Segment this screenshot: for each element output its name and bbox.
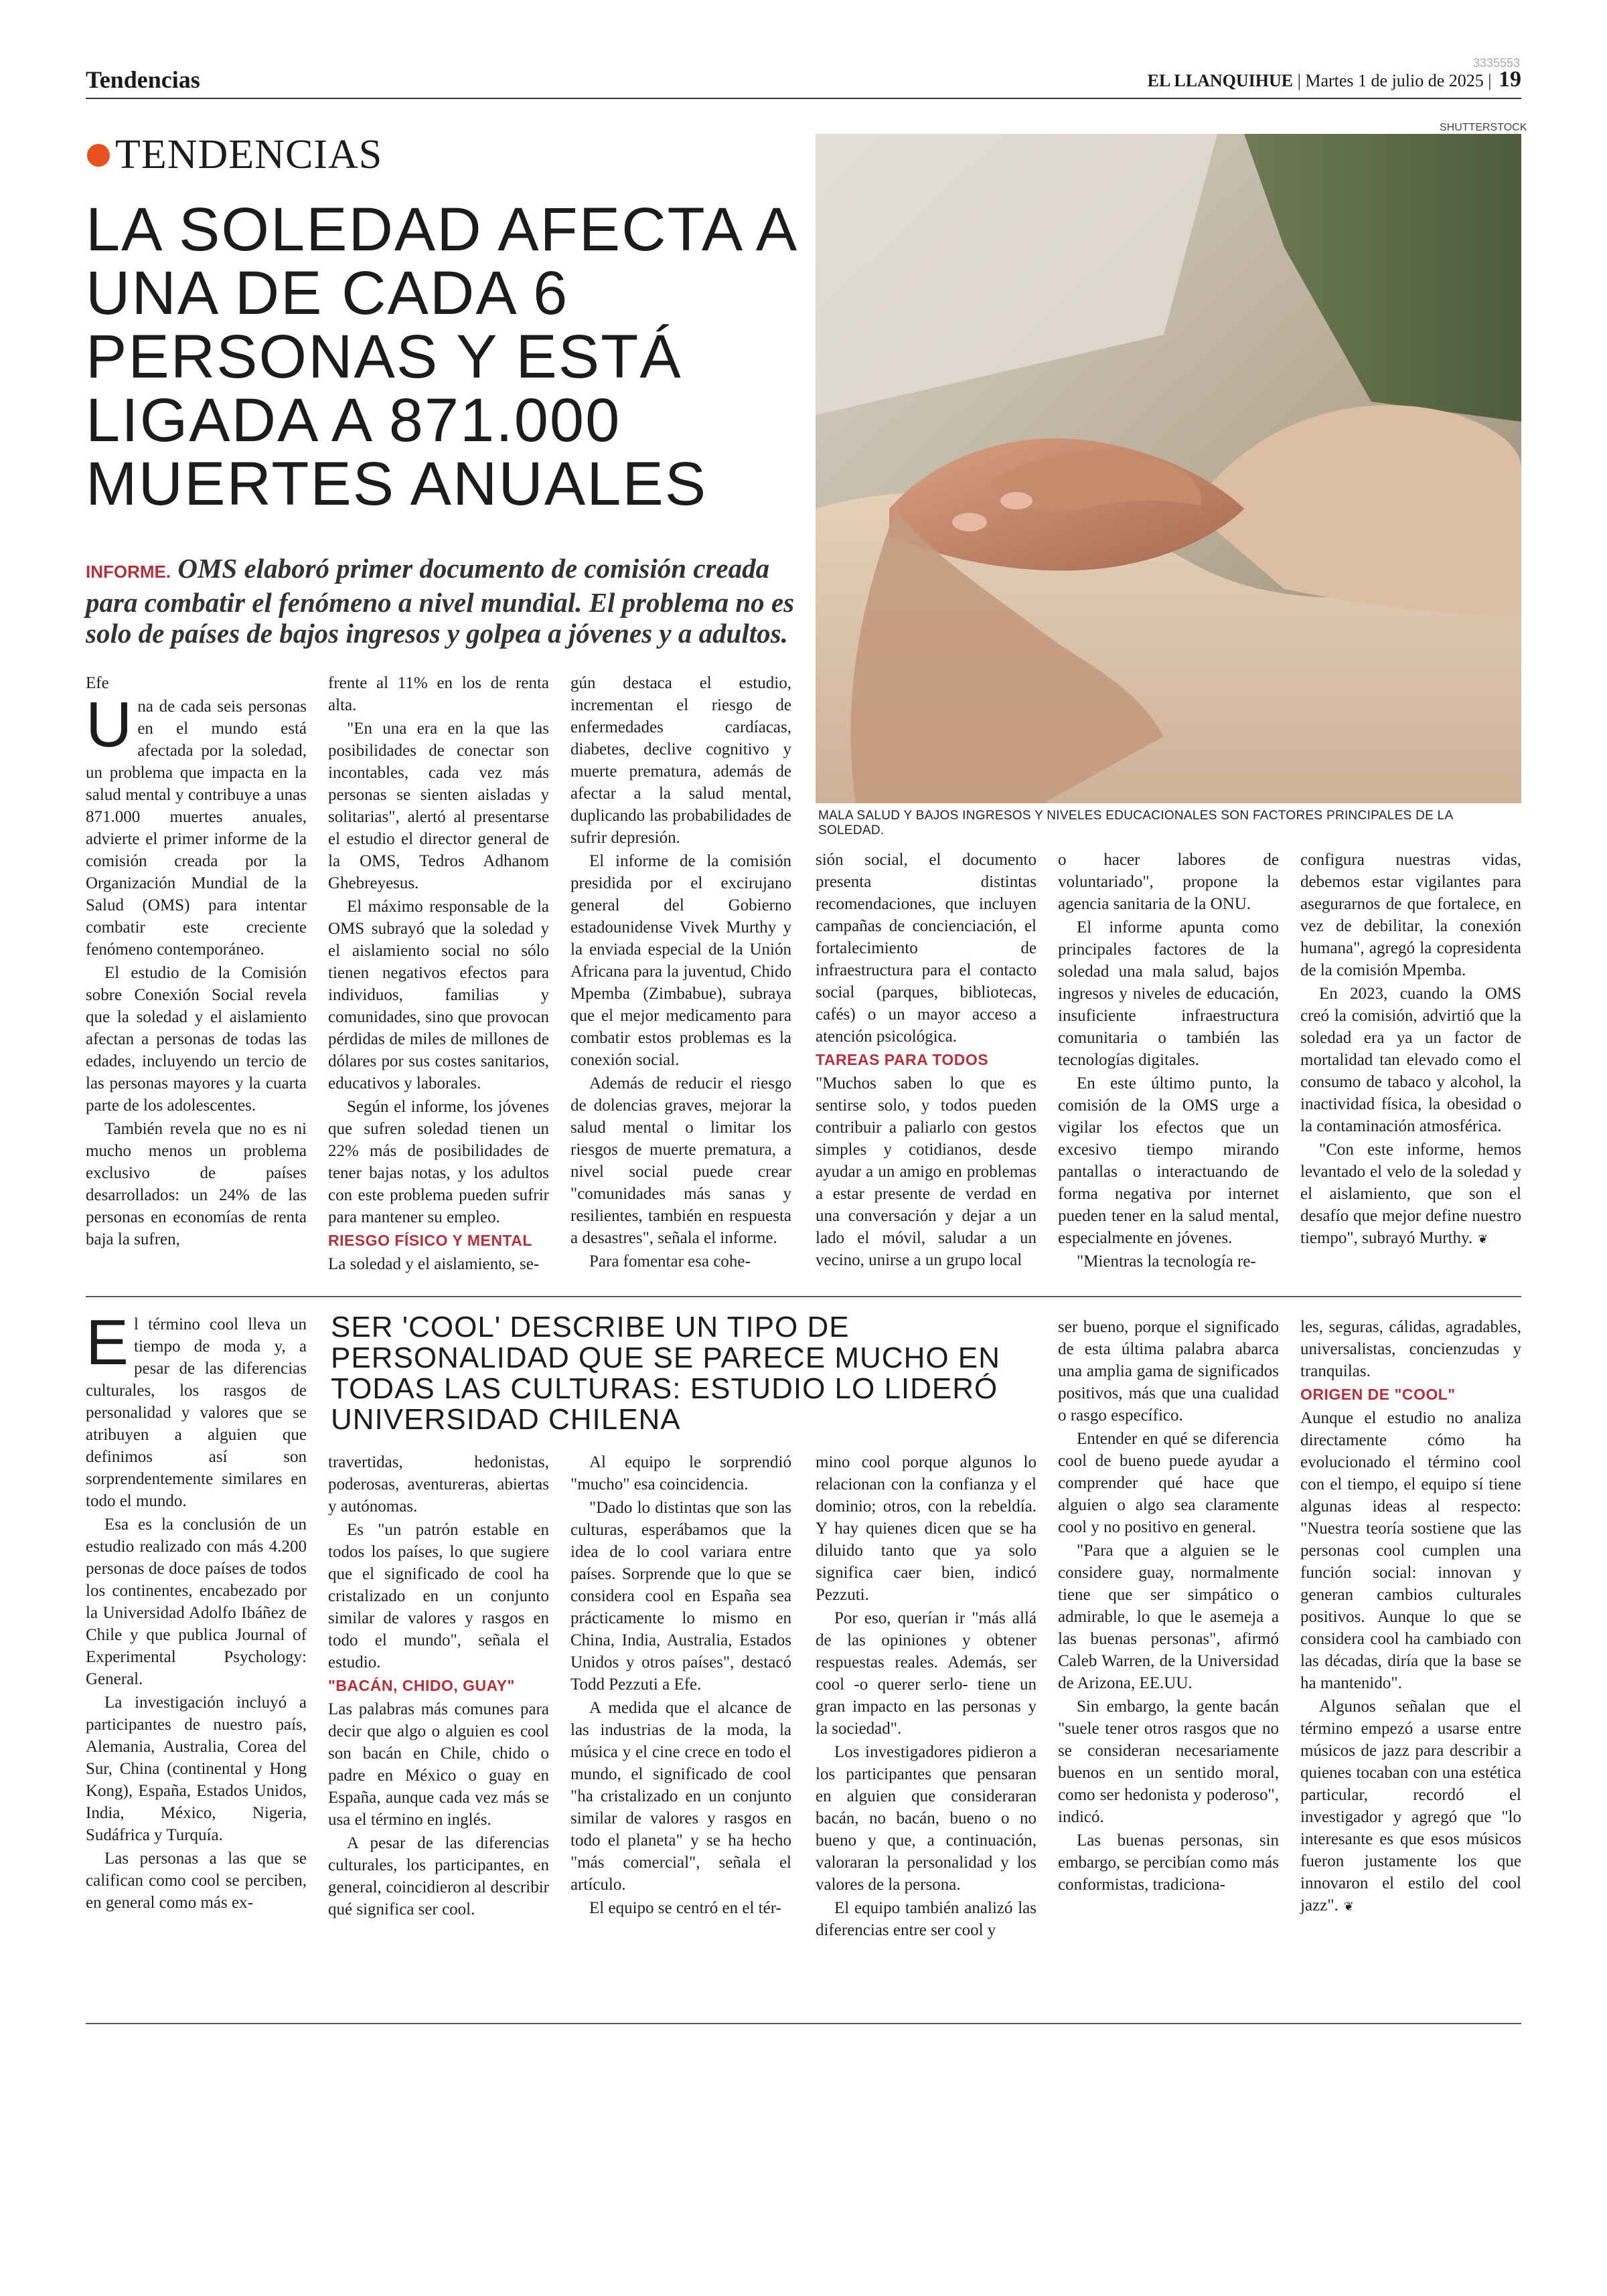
section-label: [87, 131, 382, 179]
article1-col5-p2: El informe apunta como principales factores de la soledad una mala salud, bajos ingresos y niveles de educación, insuficiente infraestructura comunitaria o también las tecnologías digitales.: [1058, 918, 1279, 1069]
section-label-text: TENDENCIAS: [115, 132, 383, 177]
article2-col3-p3: A medida que el alcance de las industrias de la moda, la música y el cine crece en todo el mundo, el significado de cool "ha cristalizado en un conjunto similar de valores y rasgos en todo el planeta" y se ha hecho "más comercial", señala el artículo.: [570, 1699, 791, 1894]
article1-col5-p1: o hacer labores de voluntariado", propone la agencia sanitaria de la ONU.: [1058, 851, 1279, 913]
photo-credit: SHUTTERSTOCK: [1440, 122, 1527, 133]
watermark: 3335553: [1472, 56, 1520, 70]
article2-col5-p5: Las buenas personas, sin embargo, se percibían como más conformistas, tradiciona-: [1058, 1831, 1279, 1894]
article1-col1-p3: También revela que no es ni mucho menos un problema exclusivo de países desarrollados: un 24% de las personas en economías de renta baja la sufren,: [86, 1120, 307, 1248]
article2-col6-p1: les, seguras, cálidas, agradables, universalistas, concienzudas y tranquilas.: [1300, 1318, 1521, 1380]
article2-col3-p1: Al equipo le sorprendió "mucho" esa coincidencia.: [570, 1453, 791, 1493]
article1-column-6: [1300, 849, 1521, 1252]
article1-column-4: [816, 849, 1037, 1273]
article2-col1-p4: Las personas a las que se califican como cool se perciben, en general como más ex-: [86, 1850, 307, 1912]
headline-2: SER 'COOL' DESCRIBE UN TIPO DE PERSONALIDAD QUE SE PARECE MUCHO EN TODAS LAS CULTURAS: ESTUDIO LO LIDERÓ UNIVERSIDAD CHILENA: [331, 1311, 1000, 1436]
headline: LA SOLEDAD AFECTA A UNA DE CADA 6 PERSONAS Y ESTÁ LIGADA A 871.000 MUERTES ANUALES: [86, 195, 795, 518]
article2-col2-p4: A pesar de las diferencias culturales, los participantes, en general, coincidieron al describir qué significa ser cool.: [328, 1834, 549, 1918]
article2-col4-p1: mino cool porque algunos lo relacionan con la confianza y el dominio; otros, con la rebeldía. Y hay quienes dicen que se ha diluido tanto que ya solo significa caer bien, indicó Pezzuti.: [816, 1453, 1037, 1604]
article2-col2-p1: travertidas, hedonistas, poderosas, aventureras, abiertas y autónomas.: [328, 1453, 549, 1515]
deck-text: OMS elaboró primer documento de comisión creada para combatir el fenómeno a nivel mundial. El problema no es solo de países de bajos ingresos y golpea a jóvenes y a adultos.: [86, 553, 795, 649]
article1-col2-p2: "En una era en la que las posibilidades de conectar son incontables, cada vez más personas se sienten aisladas y solitarias", alertó al presentarse el estudio el director general de la OMS, Tedros Adhanom Ghebreyesus.: [328, 720, 549, 892]
article2-column-3: [570, 1451, 791, 1920]
article2-col1-p3: La investigación incluyó a participantes de nuestro país, Alemania, Australia, Corea del Sur, China (continental y Hong Kong), España, Estados Unidos, India, México, Nigeria, Sudáfrica y Turquía.: [86, 1694, 307, 1844]
article2-col4-p4: El equipo también analizó las diferencias entre ser cool y: [816, 1899, 1037, 1939]
article2-col5-p2: Entender en qué se diferencia cool de bueno puede ayudar a comprender qué hace que alguien o algo sea claramente cool y no positivo en general.: [1058, 1430, 1279, 1536]
article2-col5-p1: ser bueno, porque el significado de esta última palabra abarca una amplia gama de significados positivos, más que una cualidad o rasgo específico.: [1058, 1318, 1279, 1424]
page-number: 19: [1499, 67, 1521, 92]
end-mark-icon-2: ❦: [1343, 1900, 1354, 1914]
article1-col4-p1: sión social, el documento presenta distintas recomendaciones, que incluyen campañas de concienciación, el fortalecimiento de infraestructura para el contacto social (parques, bibliotecas, cafés) o un mayor acceso a atención psicológica.: [816, 851, 1037, 1046]
article2-column-2: [328, 1451, 549, 1922]
subhead-bacan: "BACÁN, CHIDO, GUAY": [328, 1677, 515, 1694]
end-mark-icon: ❦: [1478, 1232, 1488, 1246]
byline: Efe: [86, 674, 109, 692]
subhead-origen: ORIGEN DE "COOL": [1300, 1386, 1456, 1403]
page-header-info: EL LLANQUIHUE | Martes 1 de julio de 2025 | 19: [1147, 67, 1521, 92]
subhead-riesgo: RIESGO FÍSICO Y MENTAL: [328, 1232, 532, 1249]
hands-photo: [816, 134, 1521, 803]
article2-col1-p1-text: l término cool lleva un tiempo de moda y, a pesar de las diferencias culturales, los rasgos de personalidad y valores que se atribuyen a alguien que definimos así son sorprendentemente similares en todo el mundo.: [86, 1315, 307, 1510]
section-name: Tendencias: [86, 66, 200, 93]
article2-col2-p2: Es "un patrón estable en todos los países, lo que sugiere que el significado de cool ha cristalizado en un conjunto similar de valores y rasgos en todo el mundo", señala el estudio.: [328, 1521, 549, 1671]
article2-col1-p1: [86, 1307, 307, 1512]
section-dot-icon: [87, 144, 110, 167]
article2-col4-p2: Por eso, querían ir "más allá de las opiniones y obtener respuestas reales. Además, ser cool -o querer serlo- tiene un gran impacto en las personas y la sociedad".: [816, 1609, 1037, 1738]
article1-col1-p1: [86, 689, 307, 961]
article1-column-2: [328, 672, 549, 1277]
article2-col4-p3: Los investigadores pidieron a los participantes que pensaran en alguien que consideraran bacán, no bacán, bueno o no bueno y que, a continuación, valoraran la personalidad y los valores de la persona.: [816, 1743, 1037, 1894]
article1-col1-p2: El estudio de la Comisión sobre Conexión Social revela que la soledad y el aislamiento afectan a personas de todas las edades, incluyendo un tercio de las personas mayores y la cuarta parte de los adolescentes.: [86, 964, 307, 1115]
article2-col6-p3: [1300, 1696, 1521, 1918]
article1-col2-p3: El máximo responsable de la OMS subrayó que la soledad y el aislamiento social no sólo tienen negativos efectos para individuos, familias y comunidades, sino que provocan pérdidas de miles de millones de dólares por sus costes sanitarios, educativos y laborales.: [328, 898, 549, 1092]
article1-col4-p2: "Muchos saben lo que es sentirse solo, y todos pueden contribuir a paliarlo con gestos simples y cotidianos, desde ayudar a un amigo en problemas a estar presente de verdad en una conversación y dejar a un lado el móvil, saludar a un vecino, unirse a un grupo local: [816, 1074, 1037, 1269]
article1-col3-p1: gún destaca el estudio, incrementan el riesgo de enfermedades cardíacas, diabetes, declive cognitivo y muerte prematura, además de afectar a la salud mental, duplicando las probabilidades de sufrir depresión.: [570, 674, 791, 847]
article2-column-5: [1058, 1316, 1279, 1897]
issue-date: Martes 1 de julio de 2025: [1305, 71, 1484, 90]
article1-column-1: [86, 672, 307, 1252]
article2-col5-p3: "Para que a alguien se le considere guay, normalmente tiene que ser simpático o admirable, lo que le asemeja a las buenas personas", afirmó Caleb Warren, de la Universidad de Arizona, EE.UU.: [1058, 1542, 1279, 1692]
article1-col6-p3: [1300, 1139, 1521, 1250]
article2-col6-p2: Aunque el estudio no analiza directamente cómo ha evolucionado el término cool con el tiempo, el equipo sí tiene algunas ideas al respecto: "Nuestra teoría sostiene que las personas cool cumplen una función social: innovan y generan cambios culturales positivos. Aunque lo que se considera cool ha cambiado con las décadas, diría que la base se ha mantenido".: [1300, 1409, 1521, 1692]
article1-col1-p1-text: na de cada seis personas en el mundo está afectada por la soledad, un problema que impacta en la salud mental y contribuye a unas 871.000 muertes anuales, advierte el primer informe de la comisión creada por la Organización Mundial de la Salud (OMS) para intentar combatir este creciente fenómeno contemporáneo.: [86, 698, 307, 959]
header-rule: [86, 98, 1521, 99]
article2-column-1: [86, 1307, 307, 1915]
article1-col6-p3-text: "Con este informe, hemos levantado el velo de la soledad y el aislamiento, que son el desafío que mejor define nuestro tiempo", subrayó Murthy.: [1300, 1141, 1521, 1247]
article2-col2-p3: Las palabras más comunes para decir que algo o alguien es cool son bacán en Chile, chido o padre en México o guay en España, aunque cada vez más se usa el término en inglés.: [328, 1700, 549, 1829]
article1-col5-p3: En este último punto, la comisión de la OMS urge a vigilar los efectos que un excesivo tiempo mirando pantallas o interactuando de forma negativa por internet pueden tener en la salud mental, especialmente en jóvenes.: [1058, 1074, 1279, 1247]
article1-col6-p2: En 2023, cuando la OMS creó la comisión, advirtió que la soledad era ya un factor de mortalidad tan elevado como el consumo de tabaco y alcohol, la inactividad física, la obesidad o la contaminación atmosférica.: [1300, 985, 1521, 1135]
subhead-tareas: TAREAS PARA TODOS: [816, 1051, 989, 1068]
article1-col3-p2: El informe de la comisión presidida por el excirujano general del Gobierno estadounidense Vivek Murthy y la enviada especial de la Unión Africana para la juventud, Chido Mpemba (Zimbabue), subraya que el mejor medicamento para combatir estos problemas es la conexión social.: [570, 852, 791, 1069]
article1-col3-p4: Para fomentar esa cohe-: [589, 1252, 751, 1270]
article1-col3-p3: Además de reducir el riesgo de dolencias graves, mejorar la salud mental o limitar los riesgos de muerte prematura, a nivel social puede crear "comunidades más sanas y resilientes, también en respuesta a desastres", señala el informe.: [570, 1074, 791, 1247]
article-divider: [86, 1296, 1521, 1297]
deck: [86, 553, 809, 649]
article1-col2-p1: frente al 11% en los de renta alta.: [328, 674, 549, 714]
article2-col3-p4: El equipo se centró en el tér-: [589, 1899, 781, 1917]
article1-col6-p1: configura nuestras vidas, debemos estar vigilantes para asegurarnos de que fortalece, en vez de debilitar, la conexión humana", agregó la copresidenta de la comisión Mpemba.: [1300, 851, 1521, 979]
article2-col1-p2: Esa es la conclusión de un estudio realizado con más 4.200 personas de doce países de todos los continentes, encabezado por la Universidad Adolfo Ibáñez de Chile y que publica Journal of Experimental Psychology: General.: [86, 1515, 307, 1688]
bottom-rule: [86, 2023, 1521, 2024]
article1-col5-p4: "Mientras la tecnología re-: [1077, 1252, 1256, 1270]
article2-column-6: [1300, 1316, 1521, 1919]
dropcap: U: [86, 689, 133, 760]
article2-col6-p3-text: Algunos señalan que el término empezó a usarse entre músicos de jazz para describir a quienes tocaban con una estética particular, recordó el investigador y agregó que "lo interesante es que esos músicos fueron justamente los que innovaron el estilo del cool jazz".: [1300, 1698, 1521, 1914]
article1-column-5: [1058, 849, 1279, 1274]
article2-col5-p4: Sin embargo, la gente bacán "suele tener otros rasgos que no se consideran necesariamente buenos en un sentido moral, como ser hedonista y poderoso", indicó.: [1058, 1698, 1279, 1826]
photo-caption: MALA SALUD Y BAJOS INGRESOS Y NIVELES EDUCACIONALES SON FACTORES PRINCIPALES DE LA SOLEDAD.: [818, 809, 1453, 837]
newspaper-name: EL LLANQUIHUE: [1147, 71, 1294, 90]
article2-col3-p2: "Dado lo distintas que son las culturas, esperábamos que la idea de lo cool variara entre países. Sorprende que lo que se considera cool en España sea prácticamente lo mismo en China, India, Australia, Estados Unidos y otros países", destacó Todd Pezzuti a Efe.: [570, 1499, 791, 1694]
article1-col2-p5: La soledad y el aislamiento, se-: [328, 1255, 540, 1273]
dropcap-2: E: [86, 1307, 129, 1378]
article1-col2-p4: Según el informe, los jóvenes que sufren soledad tienen un 22% más de posibilidades de tener bajas notas, y los adultos con este problema pueden sufrir para mantener su empleo.: [328, 1098, 549, 1226]
article2-column-4: [816, 1451, 1037, 1943]
article1-column-3: [570, 672, 791, 1274]
deck-kicker: INFORME.: [86, 562, 171, 582]
